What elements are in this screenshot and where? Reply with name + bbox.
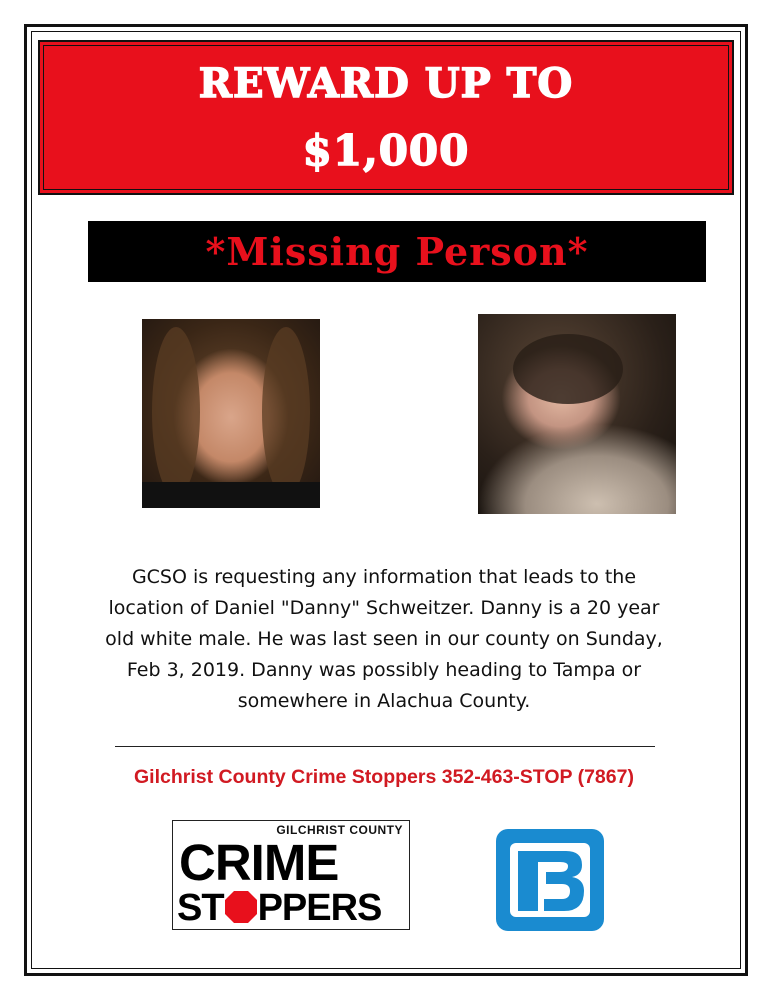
- description-line: GCSO is requesting any information that leads to the: [131, 566, 637, 588]
- crime-stoppers-crime-text: CRIME: [179, 834, 339, 891]
- reward-title: REWARD UP TO: [198, 60, 574, 107]
- missing-person-photo-right: [478, 314, 676, 514]
- crime-stoppers-stoppers-text: [177, 887, 381, 930]
- description-line: somewhere in Alachua County.: [237, 690, 531, 712]
- stop-sign-icon: [224, 890, 258, 924]
- photo-hair-shape: [152, 327, 200, 497]
- crime-stoppers-county-label: GILCHRIST COUNTY: [276, 823, 403, 837]
- missing-person-banner: [88, 221, 706, 282]
- stoppers-prefix: ST: [177, 887, 224, 929]
- missing-person-description: [70, 562, 698, 717]
- crime-stoppers-contact: Gilchrist County Crime Stoppers 352-463-STOP (7867): [134, 766, 634, 788]
- reward-amount: $1,000: [302, 126, 470, 175]
- description-line: old white male. He was last seen in our county on Sunday,: [105, 628, 663, 650]
- photo-shirt: [142, 482, 320, 508]
- reward-banner: [38, 40, 734, 195]
- description-line: location of Daniel "Danny" Schweitzer. Danny is a 20 year: [108, 597, 660, 619]
- missing-person-photo-left: [142, 319, 320, 508]
- description-line: Feb 3, 2019. Danny was possibly heading to Tampa or: [126, 659, 642, 681]
- missing-person-title: *Missing Person*: [205, 229, 589, 274]
- section-divider: [115, 746, 655, 747]
- photo-hair-shape: [262, 327, 310, 497]
- photo-hair-shape: [513, 334, 623, 404]
- crime-stoppers-logo: [172, 820, 410, 930]
- stoppers-suffix: PPERS: [257, 887, 382, 929]
- f3-logo-icon: [496, 829, 604, 931]
